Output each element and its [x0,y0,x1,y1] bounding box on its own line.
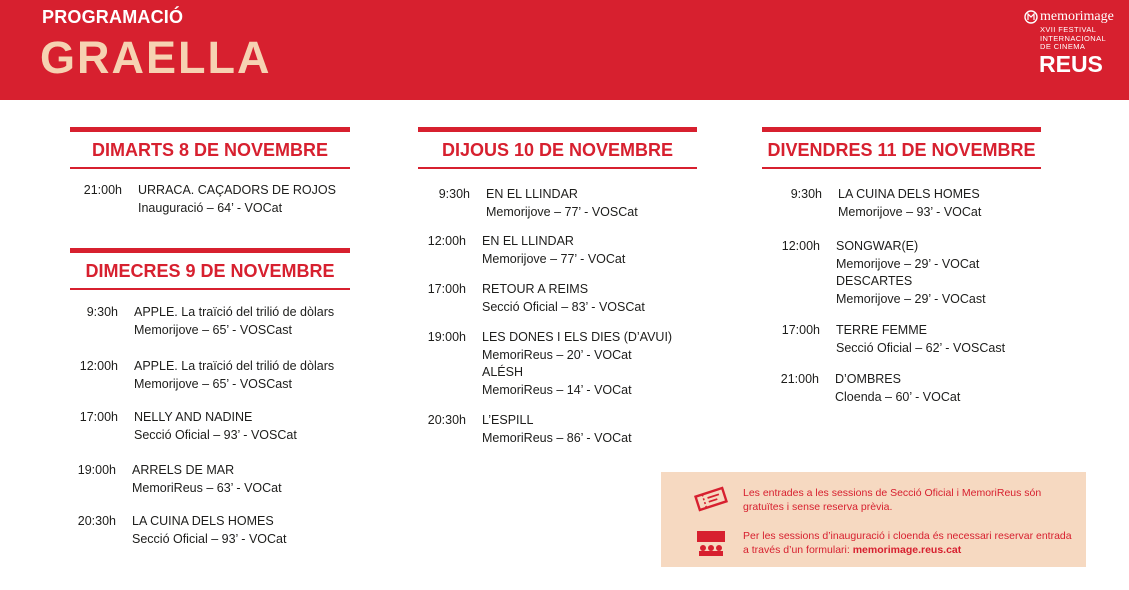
session-time: 9:30h [86,305,118,319]
brand-festival-line: XVII FESTIVAL [1040,25,1097,34]
session [70,358,334,393]
film-meta: Memorijove – 65’ - VOSCast [134,322,292,337]
film-meta: Inauguració – 64’ - VOCat [138,200,283,215]
session-time: 12:00h [781,239,820,253]
session-time: 17:00h [781,323,820,337]
film-title: EN EL LLINDAR [482,234,574,248]
session [70,513,286,548]
session [418,412,632,447]
brand-festival-line: INTERNACIONAL [1040,33,1107,43]
film-title: APPLE. La traïció del trilió de dòlars [134,305,335,319]
day-title: DIJOUS 10 DE NOVEMBRE [441,140,674,160]
session-time: 19:00h [427,330,466,344]
film-title: EN EL LLINDAR [486,187,578,201]
film-title: ALÉSH [482,365,523,379]
film-title: L’ESPILL [482,413,534,427]
reservation-link[interactable]: memorimage.reus.cat [852,544,962,556]
session-time: 20:30h [427,413,466,427]
day-underline [762,167,1041,169]
day-column-wednesday [70,248,350,290]
film-title: SONGWAR(E) [836,239,919,253]
film-title: NELLY AND NADINE [134,410,253,424]
brand-name: memorimage [1040,9,1114,24]
session-time: 12:00h [427,234,466,248]
day-title: DIVENDRES 11 DE NOVEMBRE [767,140,1036,160]
day-underline [418,167,697,169]
film-meta: Secció Oficial – 93’ - VOSCat [134,427,297,442]
film-title: URRACA. CAÇADORS DE ROJOS [138,183,336,197]
session [418,329,672,399]
film-meta: MemoriReus – 14’ - VOCat [482,382,632,397]
memorimage-logo-icon [1024,9,1038,25]
film-meta: Cloenda – 60’ - VOCat [835,389,961,404]
film-meta: MemoriReus – 86’ - VOCat [482,430,632,445]
session [418,281,645,316]
brand-city: REUS [1039,50,1103,77]
day-underline [70,167,350,169]
brand-festival-line: DE CINEMA [1040,42,1086,51]
film-meta: Memorijove – 65’ - VOSCast [134,376,292,391]
film-meta: Memorijove – 77’ - VOSCat [486,204,638,219]
session [70,462,282,497]
ticket-icon [693,484,729,514]
session [418,186,638,221]
film-meta: Secció Oficial – 93’ - VOCat [132,531,287,546]
session-time: 20:30h [77,514,116,528]
ticket-info-box [661,472,1086,567]
session [762,371,960,406]
session [70,304,334,339]
film-title: RETOUR A REIMS [482,282,589,296]
film-meta: Memorijove – 77’ - VOCat [482,251,626,266]
session [762,186,981,221]
reservation-text: Per les sessions d’inauguració i cloenda és necessari reservar entrada a través d’un formulari: [743,530,1072,556]
film-title: APPLE. La traïció del trilió de dòlars [134,359,335,373]
film-meta: MemoriReus – 20’ - VOCat [482,347,632,362]
film-title: LA CUINA DELS HOMES [132,514,274,528]
header-banner [0,0,1129,100]
film-meta: Memorijove – 93’ - VOCat [838,204,982,219]
cinema-seats-icon [693,528,729,558]
session-time: 12:00h [79,359,118,373]
film-title: TERRE FEMME [836,323,927,337]
film-title: D’OMBRES [835,372,901,386]
film-title: DESCARTES [836,274,913,288]
day-column-tuesday [70,127,350,169]
day-column-friday [762,127,1041,169]
film-meta: Memorijove – 29’ - VOCast [836,291,986,306]
session [418,233,625,268]
session [70,409,297,444]
film-meta: Memorijove – 29’ - VOCat [836,256,980,271]
session [762,238,986,308]
festival-brand [1024,8,1124,94]
day-underline [70,288,350,290]
free-entry-note: Les entrades a les sessions de Secció Oficial i MemoriReus són gratuïtes i sense reserva prèvia. [743,487,1042,513]
page-title: GRAELLA [40,32,272,83]
film-title: LA CUINA DELS HOMES [838,187,980,201]
session-time: 21:00h [83,183,122,197]
day-title: DIMECRES 9 DE NOVEMBRE [85,261,335,281]
section-kicker: PROGRAMACIÓ [42,7,184,27]
film-meta: Secció Oficial – 62’ - VOSCast [836,340,1006,355]
session-time: 21:00h [780,372,819,386]
session [762,322,1005,357]
session-time: 17:00h [79,410,118,424]
session [70,182,336,217]
session-time: 19:00h [77,463,116,477]
session-time: 9:30h [790,187,822,201]
session-time: 17:00h [427,282,466,296]
day-column-thursday [418,127,697,169]
film-title: LES DONES I ELS DIES (D’AVUI) [482,330,673,344]
film-meta: MemoriReus – 63’ - VOCat [132,480,282,495]
film-title: ARRELS DE MAR [132,463,235,477]
session-time: 9:30h [438,187,470,201]
reservation-note [743,529,1073,557]
film-meta: Secció Oficial – 83’ - VOSCat [482,299,645,314]
day-title: DIMARTS 8 DE NOVEMBRE [91,140,329,160]
